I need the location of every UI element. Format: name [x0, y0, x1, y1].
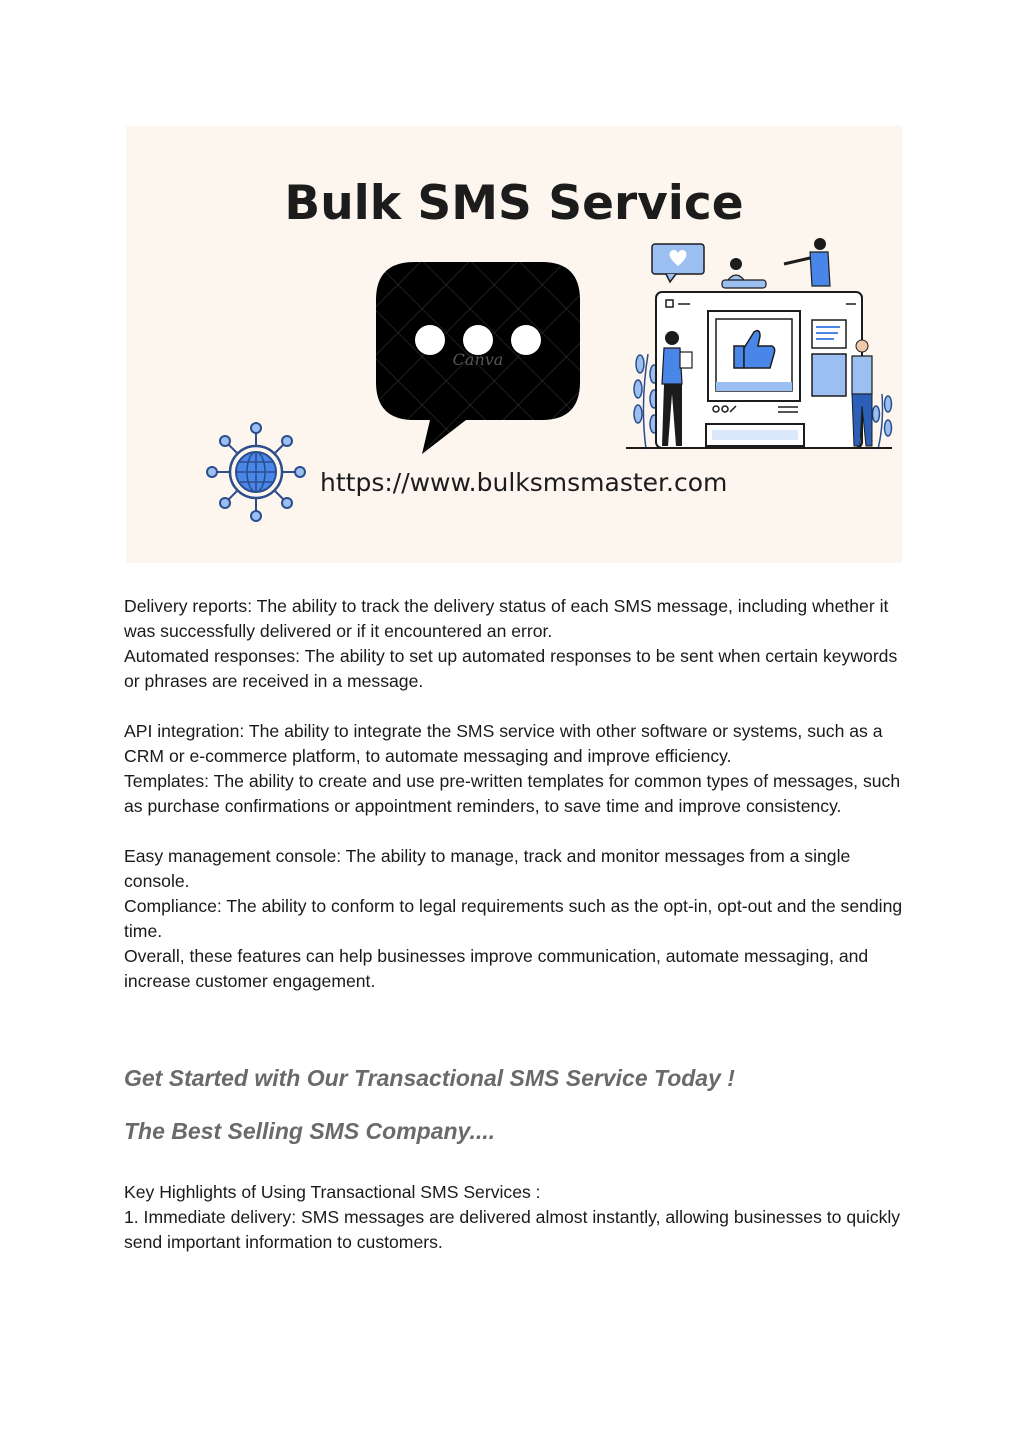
- heading-best-selling: The Best Selling SMS Company....: [124, 1118, 496, 1144]
- banner-image: [126, 126, 902, 563]
- features-text: [124, 594, 904, 994]
- paragraph-key-highlights: Key Highlights of Using Transactional SMS Services :: [124, 1182, 541, 1202]
- globe-network-icon: [206, 422, 306, 522]
- banner-url: https://www.bulksmsmaster.com: [320, 468, 728, 497]
- heading-get-started: Get Started with Our Transactional SMS Service Today !: [124, 1065, 735, 1091]
- paragraph-delivery-reports: Delivery reports: The ability to track the delivery status of each SMS message, including whether it was successfully delivered or if it encountered an error.: [124, 596, 889, 641]
- paragraph-management-console: Easy management console: The ability to manage, track and monitor messages from a single console.: [124, 846, 851, 891]
- social-media-illustration: [626, 234, 896, 459]
- canva-watermark: Canva: [452, 350, 504, 369]
- chat-bubble-icon: [374, 260, 584, 460]
- paragraph-compliance: Compliance: The ability to conform to legal requirements such as the opt-in, opt-out and the sending time.: [124, 896, 903, 941]
- banner-title: Bulk SMS Service: [284, 176, 744, 231]
- highlights-text: [124, 1180, 904, 1255]
- paragraph-automated-responses: Automated responses: The ability to set up automated responses to be sent when certain keywords or phrases are received in a message.: [124, 646, 898, 691]
- paragraph-templates: Templates: The ability to create and use pre-written templates for common types of messages, such as purchase confirmations or appointment reminders, to save time and improve consistency.: [124, 771, 901, 816]
- paragraph-api-integration: API integration: The ability to integrate the SMS service with other software or systems, such as a CRM or e-commerce platform, to automate messaging and improve efficiency.: [124, 721, 883, 766]
- paragraph-immediate-delivery: 1. Immediate delivery: SMS messages are delivered almost instantly, allowing businesses to quickly send important information to customers.: [124, 1207, 901, 1252]
- paragraph-overall: Overall, these features can help businesses improve communication, automate messaging, and increase customer engagement.: [124, 946, 869, 991]
